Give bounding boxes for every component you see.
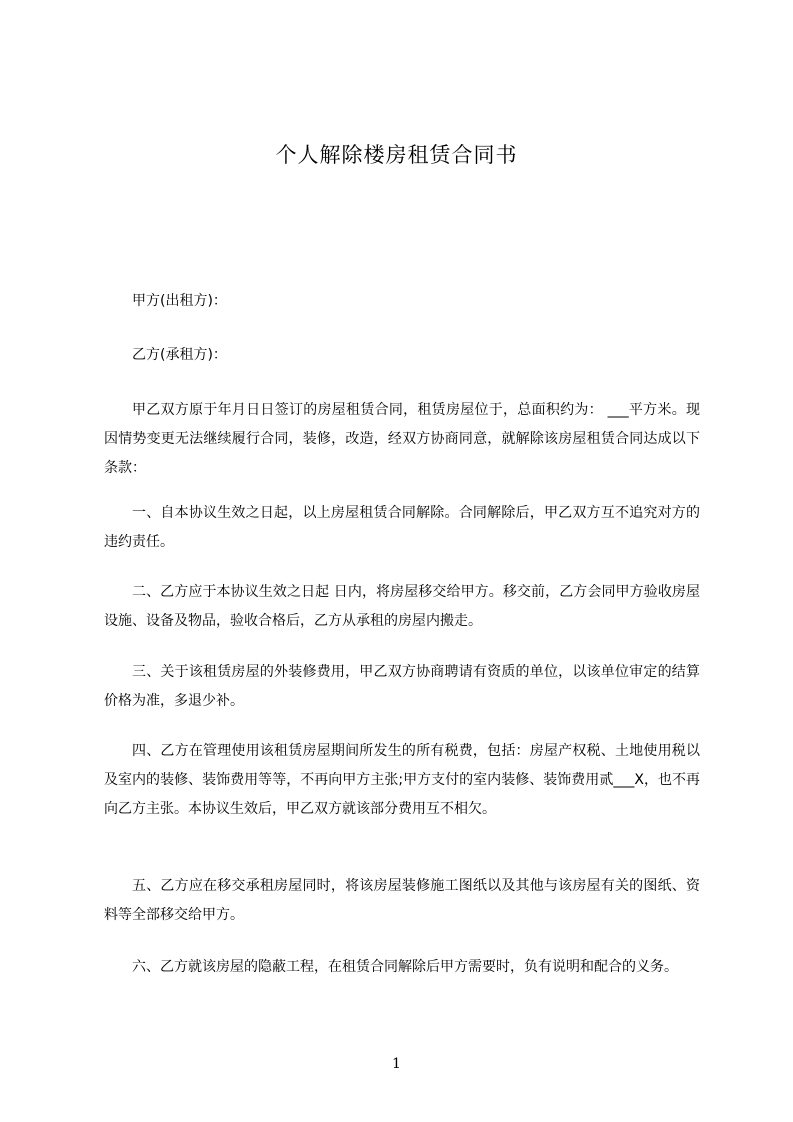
clause-2: 二、乙方应于本协议生效之日起 日内，将房屋移交给甲方。移交前，乙方会同甲方验收房屋设施、设备及物品，验收合格后，乙方从承租的房屋内搬走。 [104, 584, 700, 629]
intro-paragraph: 甲乙双方原于年月日日签订的房屋租赁合同，租赁房屋位于，总面积约为： ___平方米。现因情势变更无法继续履行合同，装修，改造，经双方协商同意，就解除该房屋租赁合同达成以下条款： [104, 402, 700, 476]
clause-6: 六、乙方就该房屋的隐蔽工程，在租赁合同解除后甲方需要时，负有说明和配合的义务。 [132, 959, 678, 975]
page-number: 1 [392, 1056, 401, 1072]
clause-1: 一、自本协议生效之日起，以上房屋租赁合同解除。合同解除后，甲乙双方互不追究对方的违约责任。 [104, 505, 700, 550]
clause-4: 四、乙方在管理使用该租赁房屋期间所发生的所有税费，包括：房屋产权税、土地使用税以及室内的装修、装饰费用等等，不再向甲方主张;甲方支付的室内装修、装饰费用贰___X，也不再向乙方主张。本协议生效后，甲乙双方就该部分费用互不相欠。 [104, 743, 700, 817]
clause-3: 三、关于该租赁房屋的外装修费用，甲乙双方协商聘请有资质的单位，以该单位审定的结算价格为准，多退少补。 [104, 664, 700, 709]
document-title: 个人解除楼房租赁合同书 [275, 143, 518, 167]
clause-5: 五、乙方应在移交承租房屋同时，将该房屋装修施工图纸以及其他与该房屋有关的图纸、资料等全部移交给甲方。 [104, 878, 700, 923]
party-a-line: 甲方(出租方)： [132, 293, 227, 309]
party-b-line: 乙方(承租方)： [132, 347, 227, 363]
